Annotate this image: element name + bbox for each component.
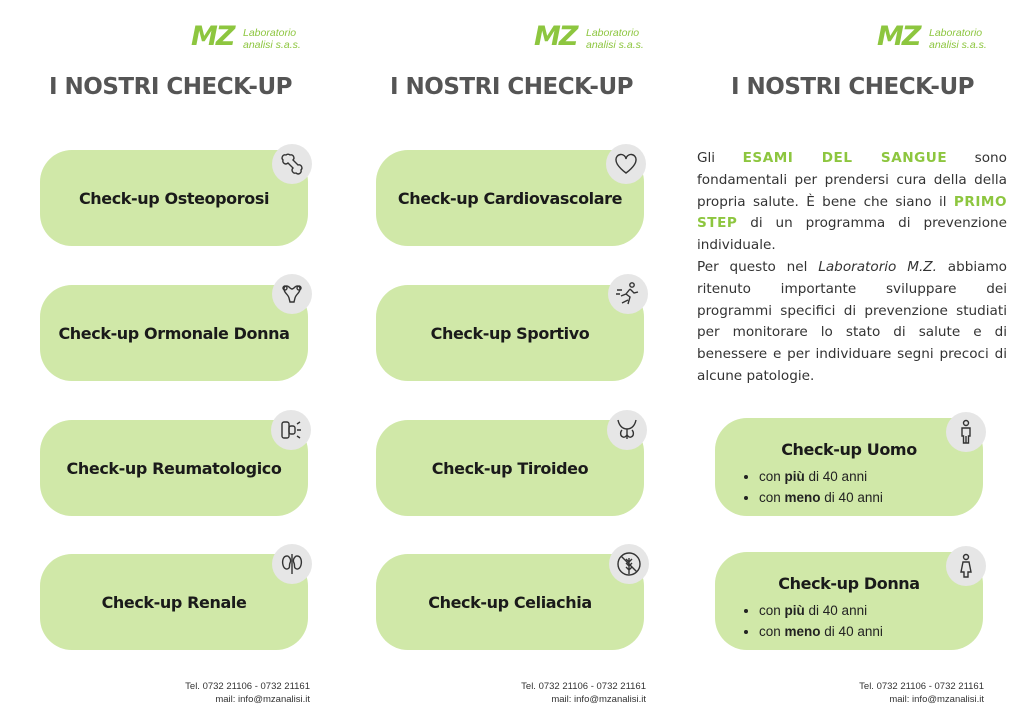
bone-icon: [272, 144, 312, 184]
brand-line1: Laboratorio: [929, 27, 983, 39]
brand-line2: analisi s.a.s.: [243, 39, 301, 51]
column-1: [0, 0, 341, 724]
footer-tel: Tel. 0732 21106 - 0732 21161: [859, 681, 984, 692]
bullet-list: [741, 600, 883, 642]
woman-icon: [946, 546, 986, 586]
runner-icon: [608, 274, 648, 314]
joint-icon: [271, 410, 311, 450]
footer-mail[interactable]: mail: info@mzanalisi.it: [551, 694, 646, 705]
card-label: Check-up Tiroideo: [431, 458, 589, 478]
card-tiroideo[interactable]: [376, 420, 644, 516]
card-uomo[interactable]: [715, 418, 983, 516]
card-label: Check-up Uomo: [781, 440, 917, 459]
brand-line2: analisi s.a.s.: [586, 39, 644, 51]
card-label: Check-up Renale: [101, 592, 247, 612]
brand-line1: Laboratorio: [586, 27, 640, 39]
card-cardiovascolare[interactable]: [376, 150, 644, 246]
heart-icon: [606, 144, 646, 184]
footer-mail[interactable]: mail: info@mzanalisi.it: [215, 694, 310, 705]
brand-line2: analisi s.a.s.: [929, 39, 987, 51]
card-donna[interactable]: [715, 552, 983, 650]
page-title: I NOSTRI CHECK-UP: [730, 74, 975, 100]
card-label: Check-up Ormonale Donna: [58, 323, 290, 343]
card-label: Check-up Reumatologico: [66, 458, 282, 478]
intro-italic: Laboratorio M.Z.: [818, 258, 937, 275]
footer: [100, 680, 310, 706]
footer-mail[interactable]: mail: info@mzanalisi.it: [889, 694, 984, 705]
bullet-list: [741, 466, 883, 508]
brand-mark: MZ: [191, 21, 234, 52]
intro-part: Gli: [697, 150, 743, 166]
card-renale[interactable]: [40, 554, 308, 650]
card-label: Check-up Sportivo: [430, 323, 590, 343]
card-reumatologico[interactable]: [40, 420, 308, 516]
kidneys-icon: [272, 544, 312, 584]
brand-logo: [191, 22, 301, 56]
intro-part: sono fondamentali per prendersi cura della della propria salute. È bene che siano il: [697, 150, 1007, 210]
man-icon: [946, 412, 986, 452]
card-celiachia[interactable]: [376, 554, 644, 650]
brand-mark: MZ: [534, 21, 577, 52]
intro-text: [697, 148, 1007, 388]
card-osteoporosi[interactable]: [40, 150, 308, 246]
intro-part: Per questo nel: [697, 258, 819, 275]
card-label: Check-up Celiachia: [428, 592, 592, 612]
list-item: • con più di 40 anni: [759, 466, 883, 487]
page-title: I NOSTRI CHECK-UP: [389, 74, 634, 100]
list-item: • con più di 40 anni: [759, 600, 883, 621]
card-sportivo[interactable]: [376, 285, 644, 381]
card-label: Check-up Osteoporosi: [78, 188, 270, 208]
gluten-free-icon: [609, 544, 649, 584]
intro-highlight: ESAMI DEL SANGUE: [742, 150, 948, 166]
card-label: Check-up Cardiovascolare: [397, 188, 623, 208]
column-2: [341, 0, 682, 724]
page-title: I NOSTRI CHECK-UP: [48, 74, 293, 100]
brand-mark: MZ: [877, 21, 920, 52]
footer: [436, 680, 646, 706]
uterus-icon: [272, 274, 312, 314]
brand-logo: [877, 22, 987, 56]
list-item: • con meno di 40 anni: [759, 621, 883, 642]
intro-highlight: PRIMO STEP: [697, 193, 1007, 232]
thyroid-icon: [607, 410, 647, 450]
card-label: Check-up Donna: [778, 574, 920, 593]
list-item: • con meno di 40 anni: [759, 487, 883, 508]
footer-tel: Tel. 0732 21106 - 0732 21161: [185, 681, 310, 692]
intro-part: abbiamo ritenuto importante sviluppare dei programmi specifici di prevenzione studiati per monitorare lo stato di salute e di benessere e per individuare segni precoci di alcune patologie.: [697, 258, 1007, 384]
brand-line1: Laboratorio: [243, 27, 297, 39]
intro-part: di un programma di prevenzione individuale.: [697, 215, 1007, 254]
footer: [772, 680, 984, 706]
card-ormonale-donna[interactable]: [40, 285, 308, 381]
footer-tel: Tel. 0732 21106 - 0732 21161: [521, 681, 646, 692]
brand-logo: [534, 22, 644, 56]
